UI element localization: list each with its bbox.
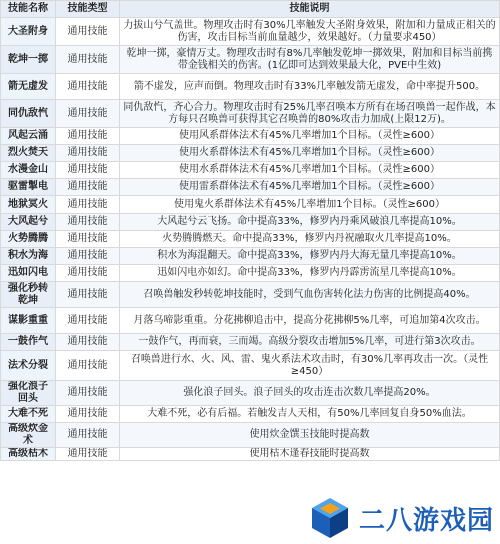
skill-type-cell: 通用技能 (56, 351, 120, 381)
skill-name-cell: 谋影重重 (1, 308, 56, 334)
skill-type-cell: 通用技能 (56, 448, 120, 461)
skill-type-cell: 通用技能 (56, 18, 120, 46)
skill-name-cell: 大难不死 (1, 406, 56, 423)
skill-name-cell: 大圣附身 (1, 18, 56, 46)
table-row (1, 145, 500, 162)
skill-desc-cell: 使用水系群体法术有45%几率增加1个目标。（灵性≥600） (120, 162, 500, 179)
table-row (1, 196, 500, 214)
table-row (1, 423, 500, 448)
table-row (1, 18, 500, 46)
skill-name-cell: 强化秒转乾坤 (1, 282, 56, 308)
skill-name-cell: 积水为海 (1, 248, 56, 265)
skill-desc-cell: 强化浪子回头。浪子回头的攻击连击次数几率提高20%。 (120, 381, 500, 406)
skill-name-cell: 高级炊金术 (1, 423, 56, 448)
table-row (1, 100, 500, 128)
table-header-row (1, 1, 500, 18)
cube-logo-icon (307, 495, 353, 541)
table-row (1, 265, 500, 282)
table-row (1, 214, 500, 231)
skill-desc-cell: 使用火系群体法术有45%几率增加1个目标。（灵性≥600） (120, 145, 500, 162)
skill-name-cell: 地狱冥火 (1, 196, 56, 214)
table-row (1, 248, 500, 265)
skill-desc-cell: 使用鬼火系群体法术有45%几率增加1个目标。（灵性≥600） (120, 196, 500, 214)
skill-type-cell: 通用技能 (56, 214, 120, 231)
skill-name-cell: 箭无虚发 (1, 74, 56, 100)
skill-desc-cell: 箭不虚发，应声而倒。物理攻击时有33%几率触发箭无虚发，命中率提升500。 (120, 74, 500, 100)
skill-type-cell: 通用技能 (56, 46, 120, 74)
skill-desc-cell: 使用雷系群体法术有45%几率增加1个目标。（灵性≥600） (120, 179, 500, 196)
skill-desc-cell: 使用枯木逢春技能时提高数 (120, 448, 500, 461)
table-row (1, 179, 500, 196)
skill-desc-cell: 迅如闪电亦如幻。命中提高33%，修罗内丹霹雳流星几率提高10%。 (120, 265, 500, 282)
skill-type-cell: 通用技能 (56, 265, 120, 282)
table-row (1, 381, 500, 406)
skill-type-cell: 通用技能 (56, 74, 120, 100)
skill-name-cell: 大风起兮 (1, 214, 56, 231)
skill-type-cell: 通用技能 (56, 381, 120, 406)
skill-type-cell: 通用技能 (56, 145, 120, 162)
skill-name-cell: 一鼓作气 (1, 334, 56, 351)
skill-desc-cell: 力拔山兮气盖世。物理攻击时有30%几率触发大圣附身效果，附加和力量成正相关的伤害，攻击目标当前血量越少，效果越好。（力量要求450） (120, 18, 500, 46)
header-skill-type: 技能类型 (56, 1, 120, 18)
table-row (1, 448, 500, 461)
table-row (1, 162, 500, 179)
table-row (1, 406, 500, 423)
skill-desc-cell: 召唤兽触发秒转乾坤技能时，受到气血伤害转化法力伤害的比例提高40%。 (120, 282, 500, 308)
skill-type-cell: 通用技能 (56, 423, 120, 448)
skill-desc-cell: 使用风系群体法术有45%几率增加1个目标。（灵性≥600） (120, 128, 500, 145)
skill-type-cell: 通用技能 (56, 308, 120, 334)
skill-desc-cell: 使用炊金馔玉技能时提高数 (120, 423, 500, 448)
site-watermark (307, 492, 500, 544)
skill-desc-cell: 大难不死，必有后福。若触发吉人天相，有50%几率回复自身50%血法。 (120, 406, 500, 423)
skill-name-cell: 乾坤一掷 (1, 46, 56, 74)
skill-desc-cell: 积水为海混翻天。命中提高33%，修罗内丹大海无量几率提高10%。 (120, 248, 500, 265)
skill-desc-cell: 月落乌啼影重重。分花拂柳追击中，提高分花拂柳5%几率，可追加第4次攻击。 (120, 308, 500, 334)
skill-type-cell: 通用技能 (56, 406, 120, 423)
skill-name-cell: 水漫金山 (1, 162, 56, 179)
watermark-text: 二八游戏园 (359, 505, 495, 536)
skill-desc-cell: 一鼓作气，再而衰，三而竭。高级分裂攻击增加5%几率，可进行第3次攻击。 (120, 334, 500, 351)
skill-name-cell: 驱雷掣电 (1, 179, 56, 196)
skill-desc-cell: 乾坤一掷，豪情万丈。物理攻击时有8%几率触发乾坤一掷效果，附加和目标当前携带金钱相关的伤害。(1亿即可达到效果最大化，PVE中生效) (120, 46, 500, 74)
table-row (1, 334, 500, 351)
skill-desc-cell: 召唤兽进行水、火、风、雷、鬼火系法术攻击时，有30%几率再攻击一次。（灵性≥450） (120, 351, 500, 381)
skill-name-cell: 迅如闪电 (1, 265, 56, 282)
skill-type-cell: 通用技能 (56, 128, 120, 145)
skill-type-cell: 通用技能 (56, 282, 120, 308)
skill-desc-cell: 同仇敌忾，齐心合力。物理攻击时有25%几率召唤本方所有在场召唤兽一起作战，本方每只召唤兽可获得其它召唤兽的80%攻击力加成(上限12万)。 (120, 100, 500, 128)
skill-type-cell: 通用技能 (56, 334, 120, 351)
table-row (1, 351, 500, 381)
skill-type-cell: 通用技能 (56, 196, 120, 214)
skill-desc-cell: 大风起兮云飞扬。命中提高33%，修罗内丹乘风破浪几率提高10%。 (120, 214, 500, 231)
table-row (1, 282, 500, 308)
skill-name-cell: 烈火焚天 (1, 145, 56, 162)
skill-name-cell: 强化浪子回头 (1, 381, 56, 406)
skill-name-cell: 同仇敌忾 (1, 100, 56, 128)
skill-name-cell: 高级枯木 (1, 448, 56, 461)
skill-type-cell: 通用技能 (56, 162, 120, 179)
header-skill-name: 技能名称 (1, 1, 56, 18)
header-skill-desc: 技能说明 (120, 1, 500, 18)
table-row (1, 231, 500, 248)
table-body (1, 18, 500, 461)
skill-desc-cell: 火势腾腾燃天。命中提高33%，修罗内丹祝融取火几率提高10%。 (120, 231, 500, 248)
skill-name-cell: 法术分裂 (1, 351, 56, 381)
skill-type-cell: 通用技能 (56, 100, 120, 128)
skill-type-cell: 通用技能 (56, 248, 120, 265)
table-row (1, 128, 500, 145)
skill-type-cell: 通用技能 (56, 179, 120, 196)
table-row (1, 74, 500, 100)
skill-type-cell: 通用技能 (56, 231, 120, 248)
skill-name-cell: 火势腾腾 (1, 231, 56, 248)
table-row (1, 46, 500, 74)
table-row (1, 308, 500, 334)
skill-name-cell: 风起云涌 (1, 128, 56, 145)
